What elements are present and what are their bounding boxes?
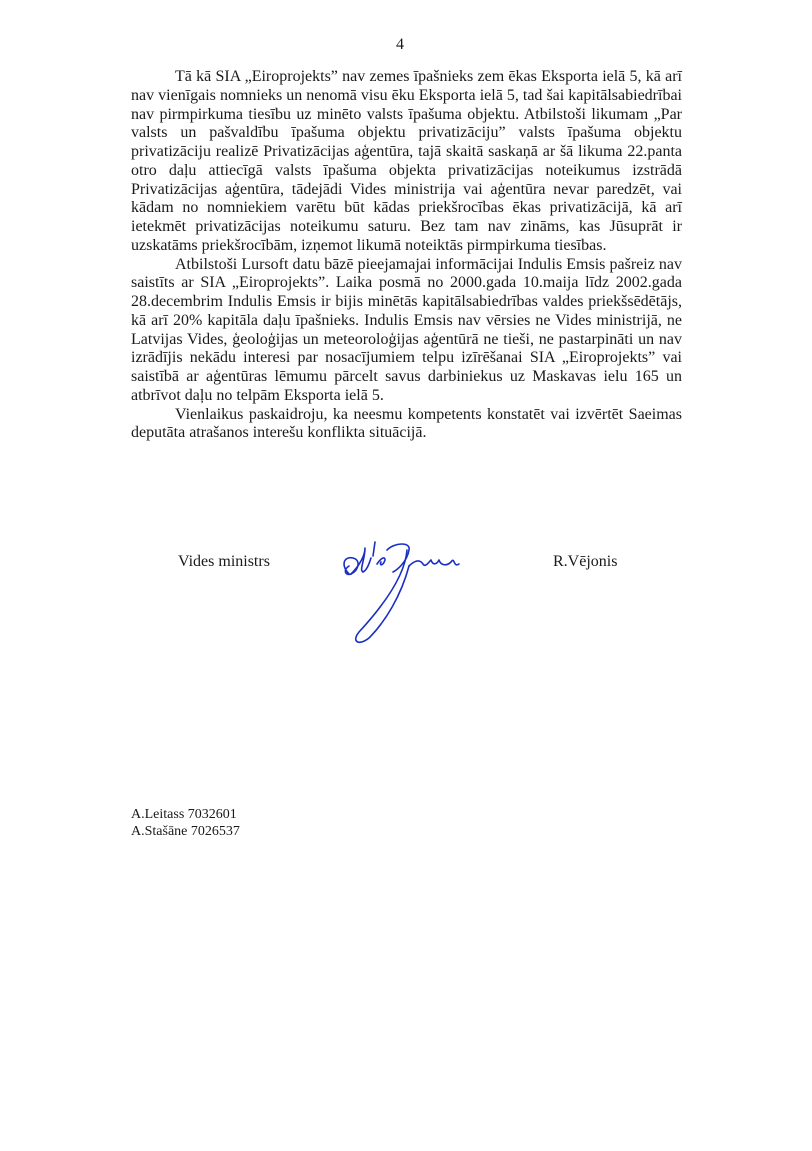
signature-block [0, 553, 812, 663]
paragraph-competence: Vienlaikus paskaidroju, ka neesmu kompetents konstatēt vai izvērtēt Saeimas deputāta atrašanos interešu konflikta situācijā. [131, 405, 682, 442]
page-number: 4 [396, 36, 404, 53]
paragraph-lursoft: Atbilstoši Lursoft datu bāzē pieejamajai informācijai Indulis Emsis pašreiz nav saistīts ar SIA „Eiroprojekts”. Laika posmā no 2000.gada 10.maija līdz 2002.gada 28.decembrim Indulis Emsis ir bijis minētās kapitālsabiedrības valdes priekšsēdētājs, kā arī 20% kapitāla daļu īpašnieks. Indulis Emsis nav vērsies ne Vides ministrijā, ne Latvijas Vides, ģeoloģijas un meteoroloģijas aģentūrā ne tieši, ne pastarpināti un nav izrādījis nekādu interesi par nosacījumiem telpu izīrēšanai SIA „Eiroprojekts” vai saistībā ar aģentūras lēmumu pārcelt savus darbiniekus uz Maskavas ielu 165 un atbrīvot daļu no telpām Eksporta ielā 5. [131, 255, 682, 404]
contact-list [131, 806, 240, 840]
contact-item: A.Stašāne 7026537 [131, 824, 240, 839]
paragraph-privatization: Tā kā SIA „Eiroprojekts” nav zemes īpašnieks zem ēkas Eksporta ielā 5, kā arī nav vienīgais nomnieks un nenomā visu ēku Eksporta ielā 5, tad šai kapitālsabiedrībai nav pirmpirkuma tiesību uz minēto valsts īpašuma objektu. Atbilstoši likumam „Par valsts un pašvaldību īpašuma objektu privatizāciju” valsts īpašuma objektu privatizāciju realizē Privatizācijas aģentūra, tajā skaitā saskaņā ar šā likuma 22.panta otro daļu attiecīgā valsts īpašuma objekta privatizācijas noteikumus izstrādā Privatizācijas aģentūra, tādejādi Vides ministrija vai aģentūra nevar paredzēt, vai kādam no nomniekiem varētu būt kādas priekšrocības ēkas privatizācijā, kā arī ietekmēt privatizācijas noteikumu saturu. Bez tam nav zināms, kas Jūsuprāt ir uzskatāms priekšrocībām, izņemot likumā noteiktās pirmpirkuma tiesības. [131, 68, 682, 254]
handwritten-signature [335, 536, 470, 646]
signatory-title: Vides ministrs [178, 553, 270, 570]
contact-item: A.Leitass 7032601 [131, 807, 237, 822]
letter-body [131, 68, 682, 443]
signatory-name: R.Vējonis [553, 553, 618, 570]
